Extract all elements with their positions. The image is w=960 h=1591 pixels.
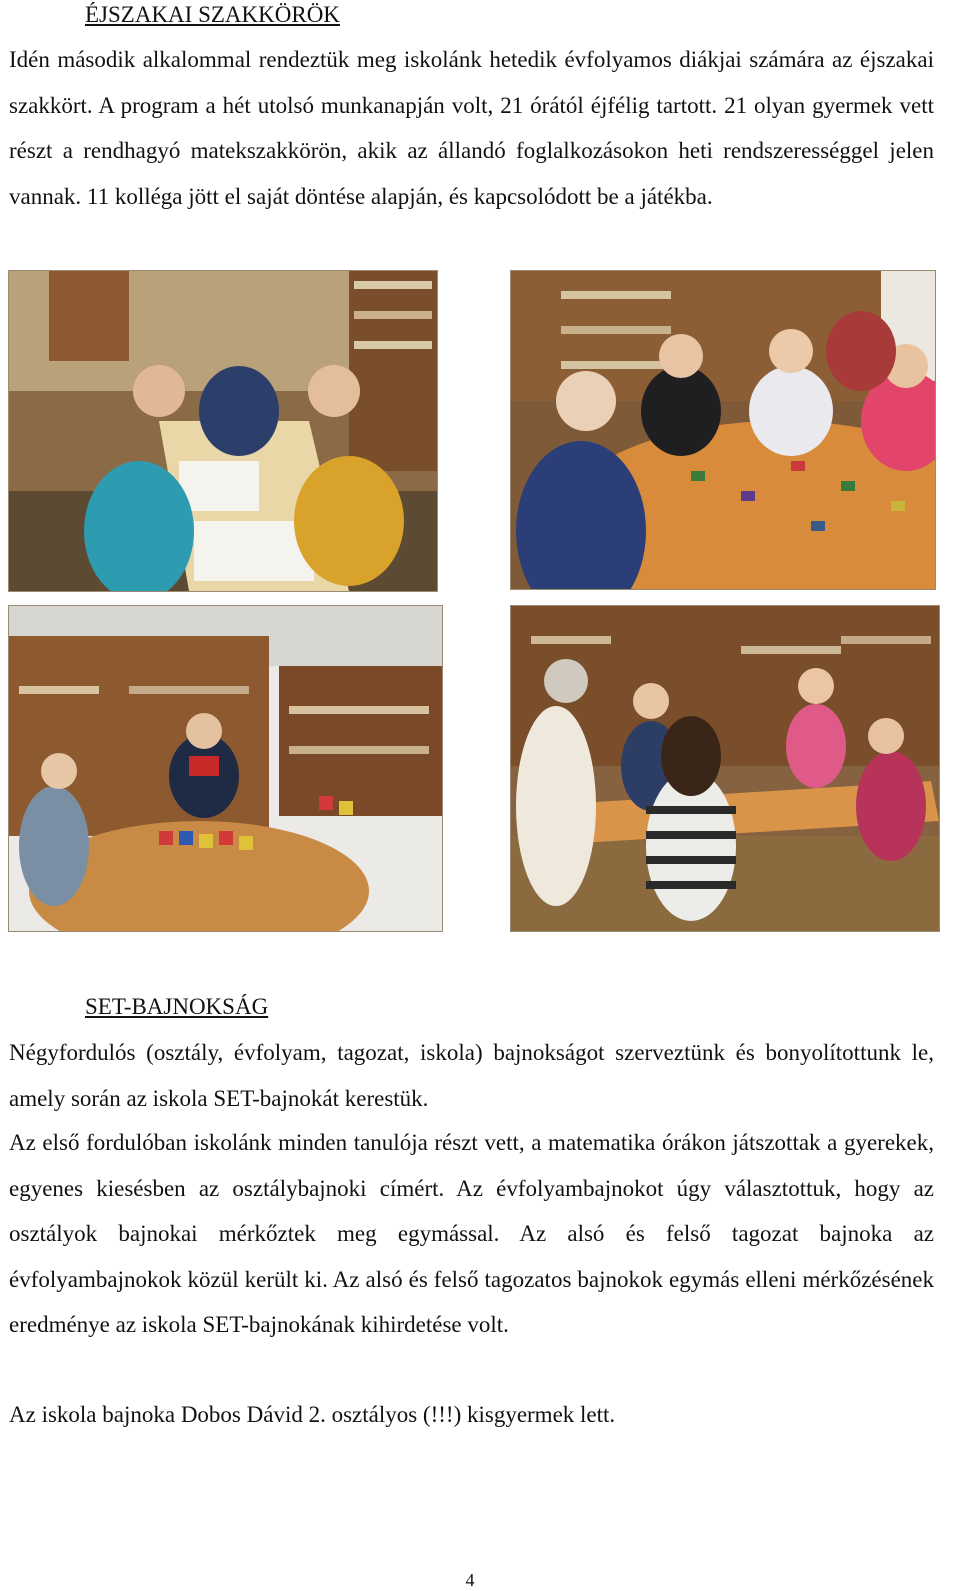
section-title-set-bajnoksag: SET-BAJNOKSÁG <box>85 994 269 1019</box>
section2-paragraph-1: Négyfordulós (osztály, évfolyam, tagozat, iskola) bajnokságot szerveztünk és bonyolítottunk le, amely során az iskola SET-bajnokát kerestük. <box>9 1040 934 1111</box>
photo-children-cubes <box>8 605 443 932</box>
section2-paragraph-3: Az iskola bajnoka Dobos Dávid 2. osztályos (!!!) kisgyermek lett. <box>9 1402 616 1427</box>
photo-long-tables <box>510 605 940 932</box>
photo-boys-board-game <box>8 270 438 592</box>
section1-paragraph: Idén második alkalommal rendeztük meg iskolánk hetedik évfolyamos diákjai számára az éjszakai szakkört. A program a hét utolsó munkanapján volt, 21 órától éjfélig tartott. 21 olyan gyermek vett részt a rendhagyó matekszakkörön, akik az állandó foglalkozásokon heti rendszerességgel jelen vannak. 11 kolléga jött el saját döntése alapján, és kapcsolódott be a játékba. <box>9 47 934 209</box>
page-number: 4 <box>465 1570 475 1590</box>
section-title-ejszakai-szakkorok: ÉJSZAKAI SZAKKÖRÖK <box>85 2 340 27</box>
section2-paragraph-2: Az első fordulóban iskolánk minden tanulója részt vett, a matematika órákon játszottak a gyerekek, egyenes kiesésben az osztálybajnoki címért. Az évfolyambajnokot úgy választottuk, hogy az osztályok bajnokai mérkőztek meg egymással. Az alsó és felső tagozat bajnoka az évfolyambajnokok közül került ki. Az alsó és felső tagozatos bajnokok egymás elleni mérkőzésének eredménye az iskola SET-bajnokának kihirdetése volt. <box>9 1130 934 1337</box>
photo-girls-round-table <box>510 270 936 590</box>
